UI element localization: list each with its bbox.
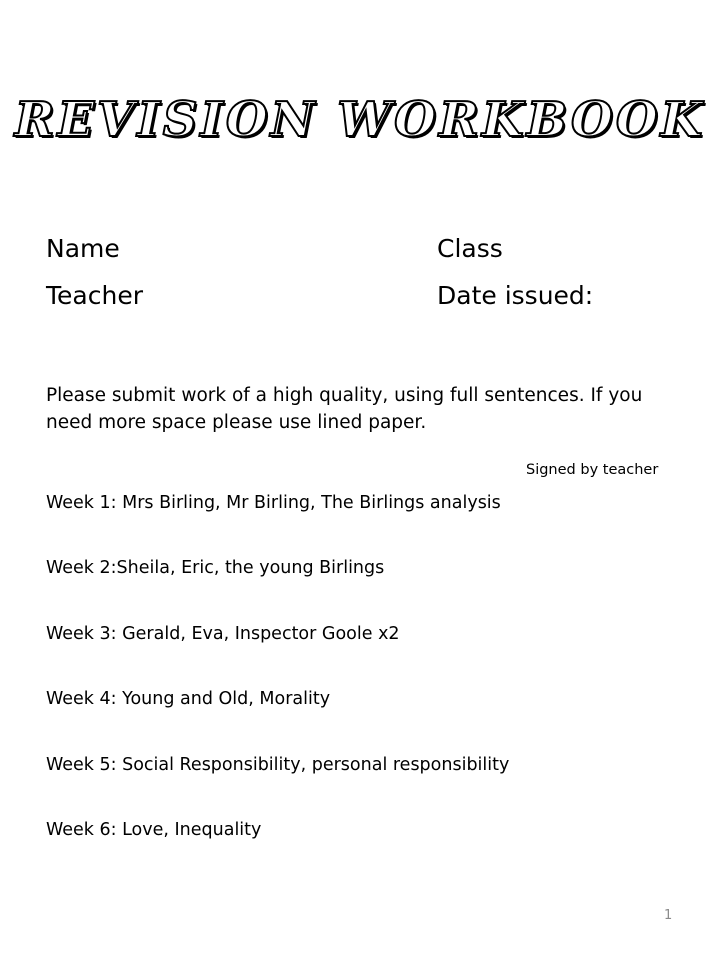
week-item-6: Week 6: Love, Inequality xyxy=(46,819,262,840)
week-item-3: Week 3: Gerald, Eva, Inspector Goole x2 xyxy=(46,623,400,644)
class-label: Class xyxy=(437,234,503,263)
week-item-1: Week 1: Mrs Birling, Mr Birling, The Birlings analysis xyxy=(46,493,501,513)
name-label: Name xyxy=(46,234,120,263)
date-issued-label: Date issued: xyxy=(437,281,594,310)
week-list xyxy=(46,491,509,883)
teacher-label: Teacher xyxy=(46,281,143,310)
week-item-5: Week 5: Social Responsibility, personal responsibility xyxy=(46,754,510,775)
week-item-4: Week 4: Young and Old, Morality xyxy=(46,689,331,710)
page-number: 1 xyxy=(664,908,673,923)
page-title: REVISION WORKBOOK xyxy=(14,92,706,148)
signed-by-teacher-label: Signed by teacher xyxy=(526,462,659,478)
instructions-text: Please submit work of a high quality, using full sentences. If you need more space please use lined paper. xyxy=(46,385,643,433)
week-item-2: Week 2:Sheila, Eric, the young Birlings xyxy=(46,558,385,579)
